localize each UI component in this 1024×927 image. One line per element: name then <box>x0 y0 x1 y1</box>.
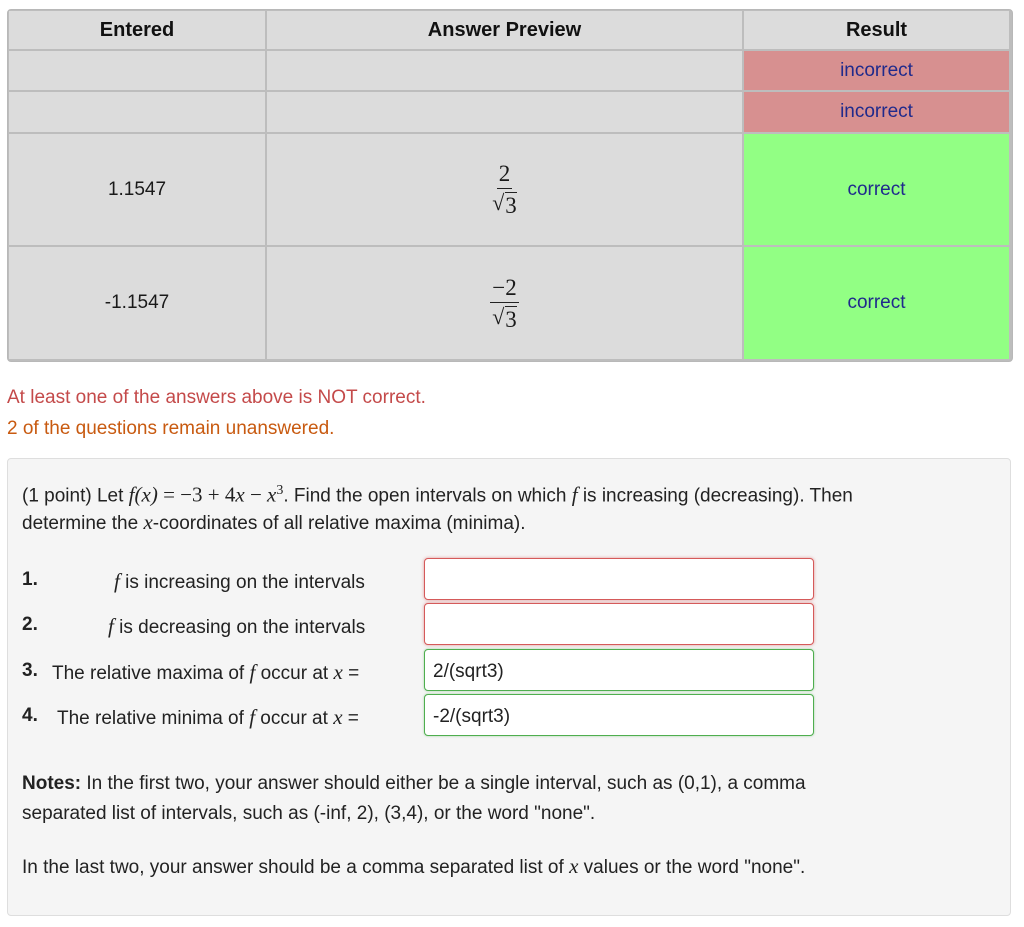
header-entered: Entered <box>9 11 265 49</box>
fraction-numerator: 2 <box>497 162 513 189</box>
question-label: f is decreasing on the intervals <box>108 614 366 638</box>
fraction-denominator: 3 <box>505 193 517 218</box>
fraction-denominator: 3 <box>505 306 517 332</box>
unanswered-message: 2 of the questions remain unanswered. <box>7 418 335 439</box>
entered-cell <box>9 92 265 132</box>
notes-paragraph: Notes: In the first two, your answer should either be a single interval, such as (0,1), a comma separated list of intervals, such as (-inf, 2), (3,4), or the word "none". <box>22 773 806 824</box>
question-number: 1. <box>22 569 38 590</box>
question-number: 2. <box>22 614 38 635</box>
question-3 <box>22 649 802 693</box>
question-1 <box>22 558 802 602</box>
preview-cell <box>267 51 742 90</box>
header-result: Result <box>744 11 1009 49</box>
result-cell: correct <box>744 247 1009 359</box>
question-label: The relative minima of f occur at x = <box>57 705 359 729</box>
entered-cell <box>9 51 265 90</box>
entered-cell: -1.1547 <box>9 247 265 359</box>
question-2 <box>22 603 802 647</box>
entered-cell: 1.1547 <box>9 134 265 245</box>
preview-cell <box>267 247 742 359</box>
question-label: f is increasing on the intervals <box>114 569 365 593</box>
answer-input-3[interactable]: 2/(sqrt3) <box>424 649 814 691</box>
problem-panel <box>7 458 1011 916</box>
question-number: 3. <box>22 660 38 681</box>
fraction-preview <box>490 276 518 331</box>
sqrt-icon: √ <box>492 190 505 215</box>
answer-input-1[interactable] <box>424 558 814 600</box>
problem-statement-line2: determine the x-coordinates of all relative maxima (minima). <box>22 510 526 534</box>
sqrt-icon: √ <box>492 303 505 329</box>
preview-cell <box>267 134 742 245</box>
answer-input-4[interactable]: -2/(sqrt3) <box>424 694 814 736</box>
notes-last-paragraph: In the last two, your answer should be a comma separated list of x values or the word "none". <box>22 854 806 878</box>
notes-label: Notes: <box>22 773 82 794</box>
question-4 <box>22 694 802 738</box>
preview-cell <box>267 92 742 132</box>
question-number: 4. <box>22 705 38 726</box>
answer-input-2[interactable] <box>424 603 814 645</box>
result-cell: incorrect <box>744 51 1009 90</box>
problem-statement-line1: (1 point) Let $f(x) = -3 + 4x - x^3$. Find the open intervals on which f is increasing (decreasing). Then <box>22 482 853 507</box>
fraction-preview <box>492 162 517 217</box>
result-cell: incorrect <box>744 92 1009 132</box>
question-label: The relative maxima of f occur at x = <box>52 660 360 684</box>
header-answer-preview: Answer Preview <box>267 11 742 49</box>
results-table <box>7 9 1013 362</box>
result-cell: correct <box>744 134 1009 245</box>
fraction-numerator: −2 <box>490 276 518 303</box>
not-correct-message: At least one of the answers above is NOT correct. <box>7 387 426 408</box>
